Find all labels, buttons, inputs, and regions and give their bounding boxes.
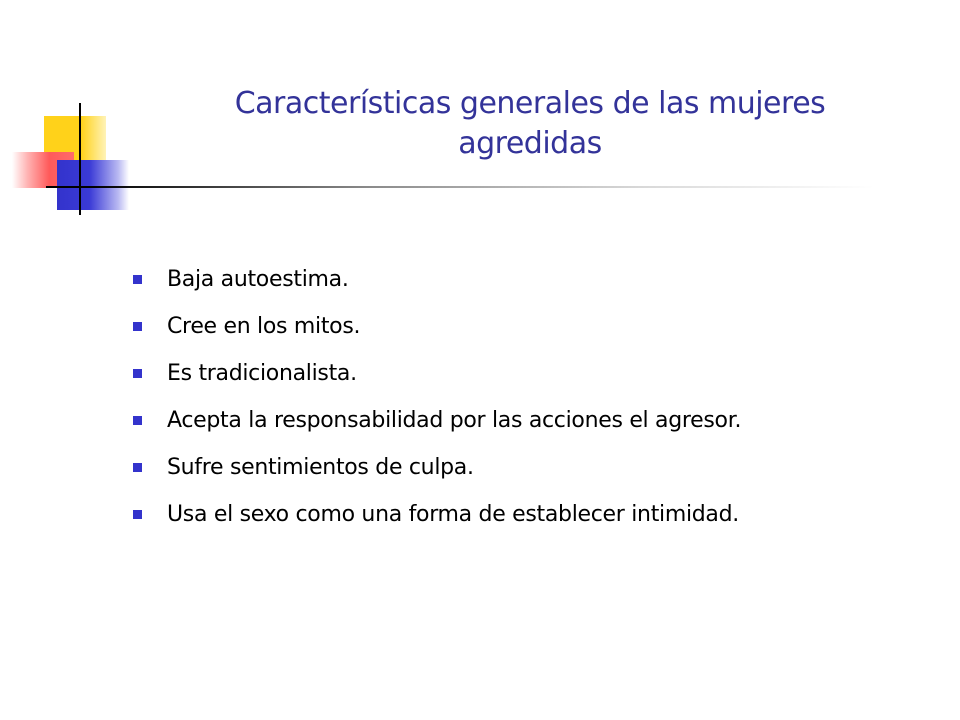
square-bullet-icon [133, 510, 142, 519]
title-underline-rule [94, 186, 874, 188]
square-bullet-icon [133, 416, 142, 425]
bullet-text: Usa el sexo como una forma de establecer intimidad. [167, 502, 739, 527]
bullet-text: Es tradicionalista. [167, 361, 357, 386]
list-item [133, 491, 741, 538]
slide-title-line-2: agredidas [458, 126, 602, 161]
slide-title-line-1: Características generales de las mujeres [234, 86, 826, 121]
vertical-line [79, 103, 81, 215]
bullet-text: Acepta la responsabilidad por las acciones el agresor. [167, 408, 742, 433]
bullet-list [133, 256, 741, 538]
list-item [133, 303, 741, 350]
list-item [133, 397, 741, 444]
bullet-text: Sufre sentimientos de culpa. [167, 455, 474, 480]
list-item [133, 256, 741, 303]
list-item [133, 350, 741, 397]
bullet-text: Baja autoestima. [167, 267, 349, 292]
square-bullet-icon [133, 463, 142, 472]
slide-title [180, 84, 880, 164]
decorative-squares-logo [0, 0, 140, 230]
square-bullet-icon [133, 369, 142, 378]
square-bullet-icon [133, 275, 142, 284]
list-item [133, 444, 741, 491]
square-bullet-icon [133, 322, 142, 331]
bullet-text: Cree en los mitos. [167, 314, 361, 339]
blue-square [57, 160, 129, 210]
